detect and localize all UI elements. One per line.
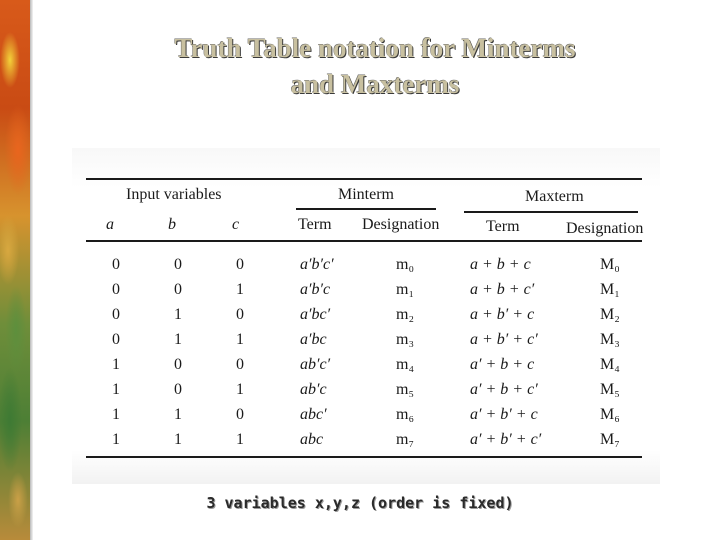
cell-maxterm-designation: M₆ <box>600 406 620 423</box>
col-header-a: a <box>106 216 114 233</box>
cell-minterm-designation: m₂ <box>396 306 415 323</box>
cell-maxterm-term: a + b′ + c′ <box>470 331 538 348</box>
cell-minterm-term: abc <box>300 431 324 448</box>
cell-a: 0 <box>112 331 120 348</box>
col-header-c: c <box>232 216 240 233</box>
col-header-maxterm-term: Term <box>486 218 520 235</box>
cell-minterm-term: abc′ <box>300 406 327 423</box>
truth-table <box>72 148 660 484</box>
cell-c: 1 <box>236 331 244 348</box>
cell-maxterm-term: a + b + c′ <box>470 281 535 298</box>
cell-minterm-term: ab′c <box>300 381 327 398</box>
slide-title <box>60 30 690 102</box>
cell-maxterm-designation: M₃ <box>600 331 620 348</box>
col-header-minterm-designation: Designation <box>362 216 440 233</box>
col-header-minterm-term: Term <box>298 216 332 233</box>
cell-maxterm-designation: M₂ <box>600 306 620 323</box>
cell-minterm-term: a′bc <box>300 331 327 348</box>
cell-b: 1 <box>174 306 182 323</box>
cell-a: 1 <box>112 431 120 448</box>
cell-a: 0 <box>112 306 120 323</box>
cell-b: 0 <box>174 281 182 298</box>
cell-minterm-designation: m₄ <box>396 356 415 373</box>
caption-text: 3 variables x,y,z (order is fixed) <box>206 494 514 512</box>
cell-minterm-term: ab′c′ <box>300 356 331 373</box>
cell-minterm-designation: m₆ <box>396 406 415 423</box>
cell-maxterm-designation: M₄ <box>600 356 620 373</box>
cell-maxterm-term: a + b′ + c <box>470 306 535 323</box>
cell-maxterm-designation: M₀ <box>600 256 620 273</box>
cell-b: 1 <box>174 331 182 348</box>
minterm-rule <box>296 208 436 210</box>
cell-b: 1 <box>174 431 182 448</box>
cell-c: 1 <box>236 381 244 398</box>
cell-maxterm-term: a′ + b′ + c <box>470 406 538 423</box>
cell-b: 0 <box>174 356 182 373</box>
top-rule <box>86 178 642 180</box>
cell-b: 0 <box>174 256 182 273</box>
cell-maxterm-designation: M₇ <box>600 431 620 448</box>
cell-a: 1 <box>112 381 120 398</box>
cell-minterm-designation: m₅ <box>396 381 415 398</box>
cell-a: 0 <box>112 256 120 273</box>
title-line-2: and Maxterms <box>290 69 460 99</box>
col-header-maxterm-designation: Designation <box>566 220 644 237</box>
cell-c: 0 <box>236 306 244 323</box>
cell-a: 1 <box>112 406 120 423</box>
title-line-1: Truth Table notation for Minterms <box>174 33 576 63</box>
cell-b: 1 <box>174 406 182 423</box>
cell-minterm-term: a′bc′ <box>300 306 331 323</box>
cell-c: 1 <box>236 281 244 298</box>
cell-c: 1 <box>236 431 244 448</box>
col-header-b: b <box>168 216 176 233</box>
cell-minterm-term: a′b′c′ <box>300 256 334 273</box>
cell-maxterm-term: a′ + b + c <box>470 356 535 373</box>
cell-minterm-term: a′b′c <box>300 281 331 298</box>
cell-minterm-designation: m₃ <box>396 331 415 348</box>
cell-b: 0 <box>174 381 182 398</box>
cell-maxterm-term: a + b + c <box>470 256 531 273</box>
cell-maxterm-designation: M₅ <box>600 381 620 398</box>
bottom-rule <box>86 456 642 458</box>
header-rule <box>86 240 642 242</box>
cell-a: 0 <box>112 281 120 298</box>
cell-minterm-designation: m₁ <box>396 281 415 298</box>
maxterm-rule <box>464 211 638 213</box>
strip-edge <box>30 0 33 540</box>
cell-c: 0 <box>236 356 244 373</box>
cell-maxterm-term: a′ + b + c′ <box>470 381 538 398</box>
cell-c: 0 <box>236 406 244 423</box>
decorative-map-strip <box>0 0 30 540</box>
cell-maxterm-term: a′ + b′ + c′ <box>470 431 542 448</box>
cell-minterm-designation: m₀ <box>396 256 415 273</box>
cell-a: 1 <box>112 356 120 373</box>
maxterm-header: Maxterm <box>525 188 584 205</box>
minterm-header: Minterm <box>338 186 394 203</box>
input-variables-header: Input variables <box>126 186 222 203</box>
cell-c: 0 <box>236 256 244 273</box>
cell-minterm-designation: m₇ <box>396 431 415 448</box>
cell-maxterm-designation: M₁ <box>600 281 620 298</box>
